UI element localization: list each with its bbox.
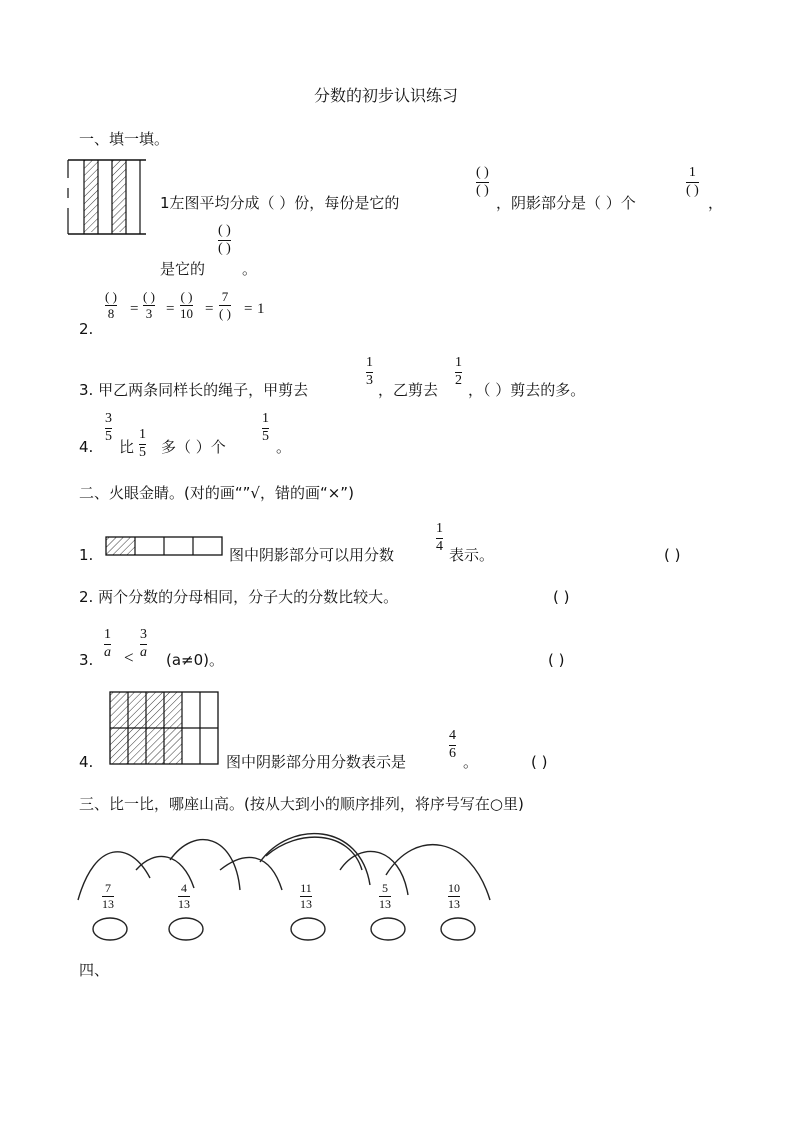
- equals-sign: =: [205, 301, 214, 317]
- section1-heading: 一、填一填。: [79, 130, 170, 148]
- section2-q4-figure: [108, 690, 220, 768]
- section1-q4-fraction-c: 1 5: [262, 411, 269, 444]
- mountain-3-fraction: 11 13: [300, 881, 312, 911]
- section1-q2-fraction-1: ( ) 8: [105, 289, 117, 321]
- section1-q3-fraction-b: 1 2: [455, 355, 462, 388]
- section1-q2-end: 1: [257, 301, 265, 317]
- section1-q1-figure: [66, 158, 150, 236]
- section2-q4-text-a: 图中阴影部分用分数表示是: [226, 753, 407, 771]
- section1-q4-text-c: 。: [276, 438, 292, 456]
- mountain-4-fraction: 5 13: [379, 881, 391, 911]
- answer-circle-5[interactable]: [441, 918, 475, 940]
- equals-sign: =: [244, 301, 253, 317]
- page-title: 分数的初步认识练习: [314, 86, 459, 105]
- section2-q3-answer-blank[interactable]: ( ): [548, 651, 565, 669]
- section2-q3-fraction-b: 3 a: [140, 627, 147, 660]
- section1-q4-fraction-a: 3 5: [105, 411, 112, 444]
- section2-q1-text-a: 图中阴影部分可以用分数: [229, 546, 395, 564]
- answer-circle-4[interactable]: [371, 918, 405, 940]
- section4-heading: 四、: [79, 961, 110, 979]
- section2-q1-label: 1.: [79, 546, 94, 564]
- answer-circle-3[interactable]: [291, 918, 325, 940]
- section2-q4-fraction: 4 6: [449, 728, 456, 761]
- section2-q3-text: (a≠0)。: [166, 651, 225, 669]
- section1-q2-fraction-2: ( ) 3: [143, 289, 155, 321]
- section2-q4-answer-blank[interactable]: ( ): [531, 753, 548, 771]
- answer-circles: [90, 915, 490, 945]
- section2-q4-text-b: 。: [463, 753, 479, 771]
- section1-q4-fraction-b: 1 5: [139, 427, 146, 460]
- answer-circle-1[interactable]: [93, 918, 127, 940]
- section1-q1-fraction-b: 1 ( ): [686, 165, 699, 198]
- section1-q2-label: 2.: [79, 320, 94, 338]
- answer-circle-2[interactable]: [169, 918, 203, 940]
- section2-q2-text: 2. 两个分数的分母相同，分子大的分数比较大。: [79, 588, 399, 606]
- section1-q3-text-a: 3. 甲乙两条同样长的绳子，甲剪去: [79, 381, 309, 399]
- section1-q4-text-a: 比: [119, 438, 135, 456]
- section2-q3-label: 3.: [79, 651, 94, 669]
- section3-heading: 三、比一比，哪座山高。(按从大到小的顺序排列，将序号写在○里): [79, 795, 524, 813]
- section2-q1-figure: [104, 535, 224, 557]
- section2-q1-fraction: 1 4: [436, 521, 443, 554]
- section1-q1-fraction-a: ( ) ( ): [476, 165, 489, 198]
- section1-q2-fraction-4: 7 ( ): [219, 289, 231, 321]
- less-than-sign: <: [124, 648, 134, 667]
- section2-q1-answer-blank[interactable]: ( ): [664, 546, 681, 564]
- section1-q1-text-e: 。: [242, 260, 258, 278]
- section2-q3-fraction-a: 1 a: [104, 627, 111, 660]
- section1-q2-fraction-3: ( ) 10: [180, 289, 193, 321]
- section1-q3-text-b: ，乙剪去: [378, 381, 439, 399]
- equals-sign: =: [130, 301, 139, 317]
- section1-q1-text-b: ，阴影部分是（ ）个: [496, 194, 636, 212]
- mountain-2-fraction: 4 13: [178, 881, 190, 911]
- section2-q2-answer-blank[interactable]: ( ): [553, 588, 570, 606]
- section2-q4-label: 4.: [79, 753, 94, 771]
- section2-q1-text-b: 表示。: [449, 546, 495, 564]
- section1-q3-fraction-a: 1 3: [366, 355, 373, 388]
- mountain-1-fraction: 7 13: [102, 881, 114, 911]
- section1-q4-text-b: 多（ ）个: [161, 438, 226, 456]
- section2-heading: 二、火眼金睛。(对的画“”√，错的画“×”): [79, 484, 354, 502]
- section1-q3-text-c: ，（ ）剪去的多。: [468, 381, 586, 399]
- mountain-5-fraction: 10 13: [448, 881, 460, 911]
- equals-sign: =: [166, 301, 175, 317]
- section1-q1-fraction-c: ( ) ( ): [218, 223, 231, 256]
- section1-q1-text-d: 是它的: [160, 260, 206, 278]
- section1-q4-label: 4.: [79, 438, 94, 456]
- section1-q1-text-c: ，: [708, 194, 724, 212]
- section1-q1-text-a: 1左图平均分成（ ）份，每份是它的: [160, 194, 400, 212]
